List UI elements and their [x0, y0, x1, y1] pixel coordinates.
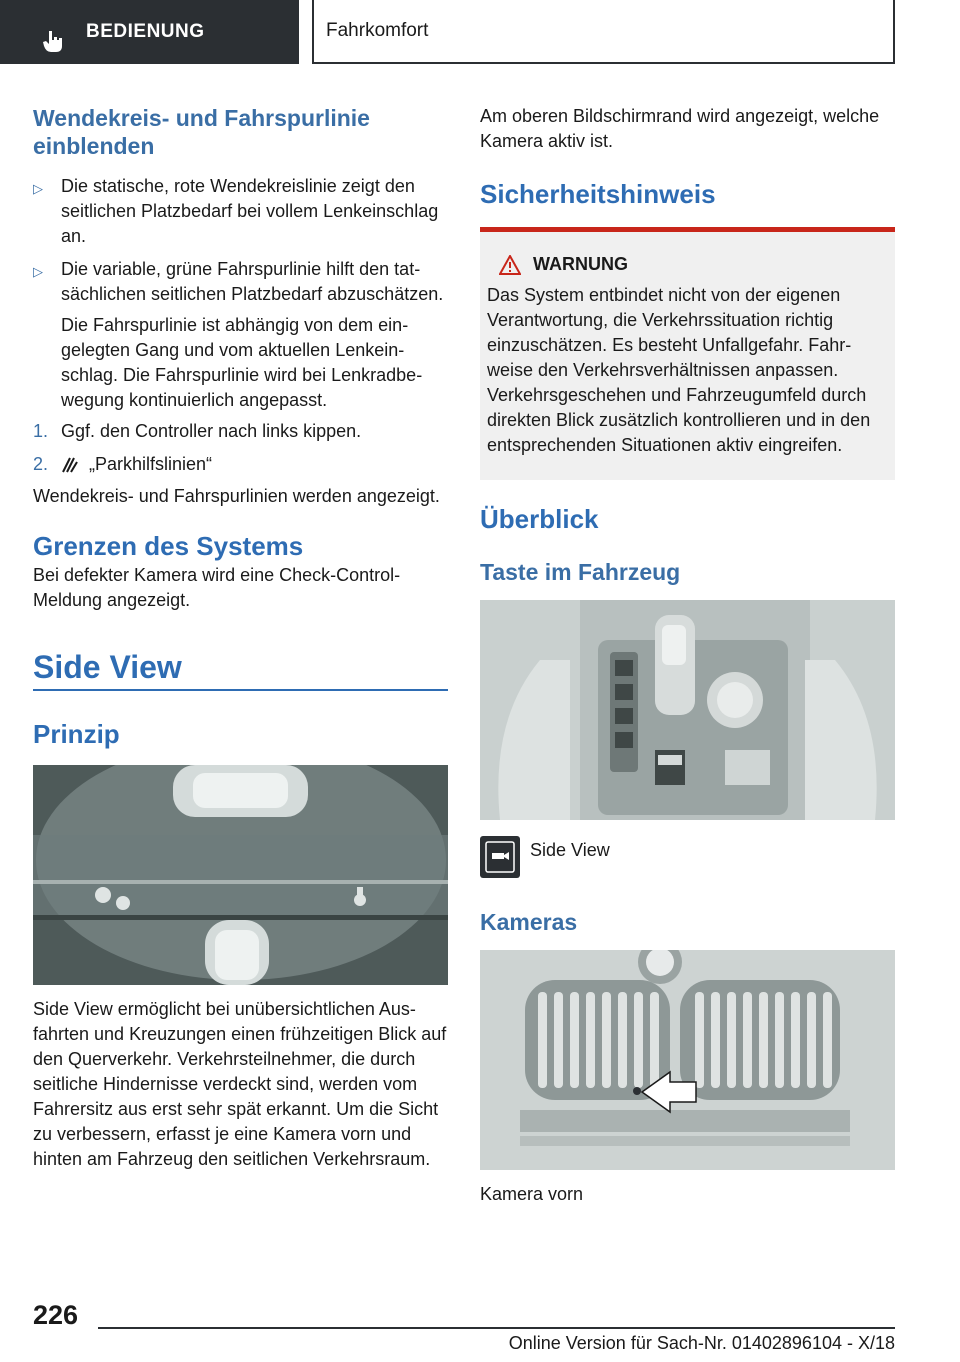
section-label: BEDIENUNG [86, 21, 205, 42]
warning-title [499, 254, 887, 275]
step-content [61, 452, 212, 477]
heading-kameras: Kameras [480, 909, 578, 935]
console-illustration [480, 600, 895, 820]
right-column [480, 104, 895, 1207]
button-legend [480, 836, 895, 878]
step-number: 1. [33, 421, 49, 441]
page-number: 226 [33, 1300, 79, 1330]
principle-illustration [33, 765, 448, 985]
triangle-bullet-icon: ▷ [33, 264, 43, 279]
paragraph: Am oberen Bildschirmrand wird angezeigt, welche Kamera aktiv ist. [480, 106, 880, 151]
online-version-note: Online Version für Sach-Nr. 01402896104 - X/18 [508, 1333, 895, 1353]
bullet-continuation: Die Fahrspurlinie ist abhängig von dem eingelegten Gang und vom aktuellen Lenkeinschlag. Die Fahrspurlinie wird bei Lenkradbewegung kontinuierlich angepasst. [61, 315, 423, 410]
warning-text: Das System entbindet nicht von der eigenen Verantwortung, die Verkehrssituation richtig einzuschätzen. Es besteht Unfallgefahr. Fahrweise den Verkehrsverhältnissen anpassen. Verkehrsgeschehen und Fahrzeugumfeld durch direkten Blick zusätzlich kontrollieren und in den entsprechenden Situationen aktiv eingreifen. [487, 285, 871, 455]
step-number: 2. [33, 454, 49, 474]
warning-label: WARNUNG [533, 254, 628, 274]
step-text: Ggf. den Controller nach links kippen. [61, 421, 362, 441]
front-camera-image [480, 950, 895, 1170]
heading-side-view: Side View [33, 649, 182, 685]
button-label: Side View [530, 840, 610, 860]
side-view-description: Side View ermöglicht bei unübersichtlichen Ausfahrten und Kreuzungen einen frühzeitigen Blick auf den Querverkehr. Verkehrsteilnehmer, die durch seitliche Hindernisse verdeckt sind, werden vom Fahrersitz aus erst sehr spät erkannt. Um die Sicht zu verbessern, erfasst je eine Kamera vorn und hinten am Fahrzeug den seitlichen Verkehrsraum. [33, 999, 447, 1169]
list-item [33, 257, 448, 307]
heading-taste: Taste im Fahrzeug [480, 559, 681, 585]
chapter-title: Fahrkomfort [312, 0, 895, 64]
heading-prinzip: Prinzip [33, 719, 120, 749]
footer-divider [98, 1327, 895, 1329]
parking-lines-icon [61, 456, 79, 474]
image-caption: Kamera vorn [480, 1184, 584, 1204]
bullet-text: Die statische, rote Wendekreislinie zeigt den seitlichen Platzbedarf bei vollem Lenkeinschlag an. [61, 176, 439, 246]
heading-grenzen: Grenzen des Systems [33, 531, 304, 561]
left-column [33, 104, 448, 1172]
grille-illustration [480, 950, 895, 1170]
bullet-text: Die variable, grüne Fahrspurlinie hilft den tatsächlichen seitlichen Platzbedarf abzuschätzen. [61, 259, 444, 304]
side-view-principle-image [33, 765, 448, 985]
paragraph: Bei defekter Kamera wird eine Check-Control-Meldung angezeigt. [33, 565, 401, 610]
paragraph: Wendekreis- und Fahrspurlinien werden angezeigt. [33, 486, 440, 506]
triangle-bullet-icon: ▷ [33, 181, 43, 196]
heading-ueberblick: Überblick [480, 504, 599, 534]
camera-button-icon [480, 836, 520, 878]
step-text: „Parkhilfslinien“ [89, 454, 213, 474]
heading-underline [33, 689, 448, 691]
warning-triangle-icon [499, 255, 521, 275]
heading-wendekreis: Wendekreis- und Fahrspurlinie einblenden [33, 105, 370, 159]
list-item [33, 452, 448, 477]
page-header [0, 0, 960, 66]
heading-sicherheitshinweis: Sicherheitshinweis [480, 179, 716, 209]
warning-box [480, 227, 895, 480]
console-image [480, 600, 895, 820]
list-item [33, 419, 448, 444]
list-item [33, 174, 448, 249]
section-tab [0, 0, 299, 64]
hand-icon [42, 29, 64, 53]
